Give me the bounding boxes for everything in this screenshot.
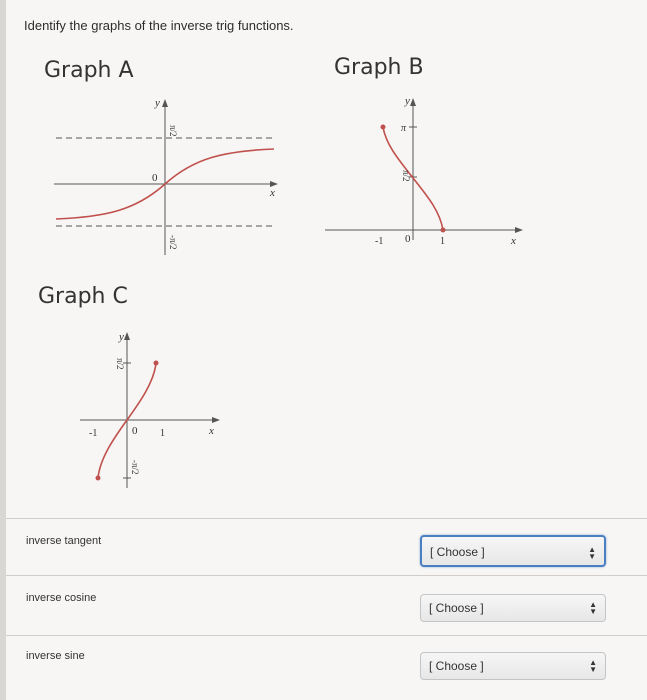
graph-c-origin: 0 (132, 425, 138, 437)
graph-b-one: 1 (440, 236, 445, 247)
chevron-updown-icon: ▲ ▼ (588, 545, 596, 561)
graph-b-origin: 0 (405, 233, 411, 245)
row-divider (6, 635, 647, 636)
graph-a-y-label: y (155, 97, 160, 109)
graph-c-x-label: x (209, 425, 214, 437)
match-label-inverse-cosine: inverse cosine (26, 592, 97, 604)
select-value: [ Choose ] (429, 659, 484, 673)
graph-c-lower-tick: -π/2 (130, 460, 140, 475)
graph-c-neg-one: -1 (89, 428, 98, 439)
graph-c (76, 328, 236, 498)
graph-a (46, 95, 286, 265)
inverse-sine-select[interactable] (420, 652, 606, 680)
graph-b-neg-one: -1 (375, 236, 384, 247)
graph-b (321, 90, 531, 250)
graph-b-title: Graph B (334, 55, 424, 80)
graph-a-x-label: x (270, 187, 275, 199)
chevron-updown-icon: ▲ ▼ (589, 658, 597, 674)
match-label-inverse-sine: inverse sine (26, 650, 85, 662)
graph-b-half-pi-tick: π/2 (401, 170, 411, 182)
question-text: Identify the graphs of the inverse trig functions. (24, 18, 294, 33)
graph-c-title: Graph C (38, 284, 128, 309)
graph-a-upper-tick: π/2 (168, 125, 178, 137)
chevron-updown-icon: ▲ ▼ (589, 600, 597, 616)
graph-a-title: Graph A (44, 58, 134, 83)
graph-c-upper-tick: π/2 (115, 358, 125, 370)
graph-c-y-label: y (119, 331, 124, 343)
row-divider (6, 575, 647, 576)
inverse-tangent-select[interactable] (420, 535, 606, 567)
graph-b-y-label: y (405, 95, 410, 107)
select-value: [ Choose ] (430, 545, 485, 559)
graph-b-x-label: x (511, 235, 516, 247)
graph-a-lower-tick: -π/2 (168, 235, 178, 250)
row-divider (6, 518, 647, 519)
select-value: [ Choose ] (429, 601, 484, 615)
match-label-inverse-tangent: inverse tangent (26, 535, 102, 547)
graph-a-origin: 0 (152, 172, 158, 184)
graph-b-pi-tick: π (401, 123, 407, 134)
graph-c-one: 1 (160, 428, 165, 439)
inverse-cosine-select[interactable] (420, 594, 606, 622)
